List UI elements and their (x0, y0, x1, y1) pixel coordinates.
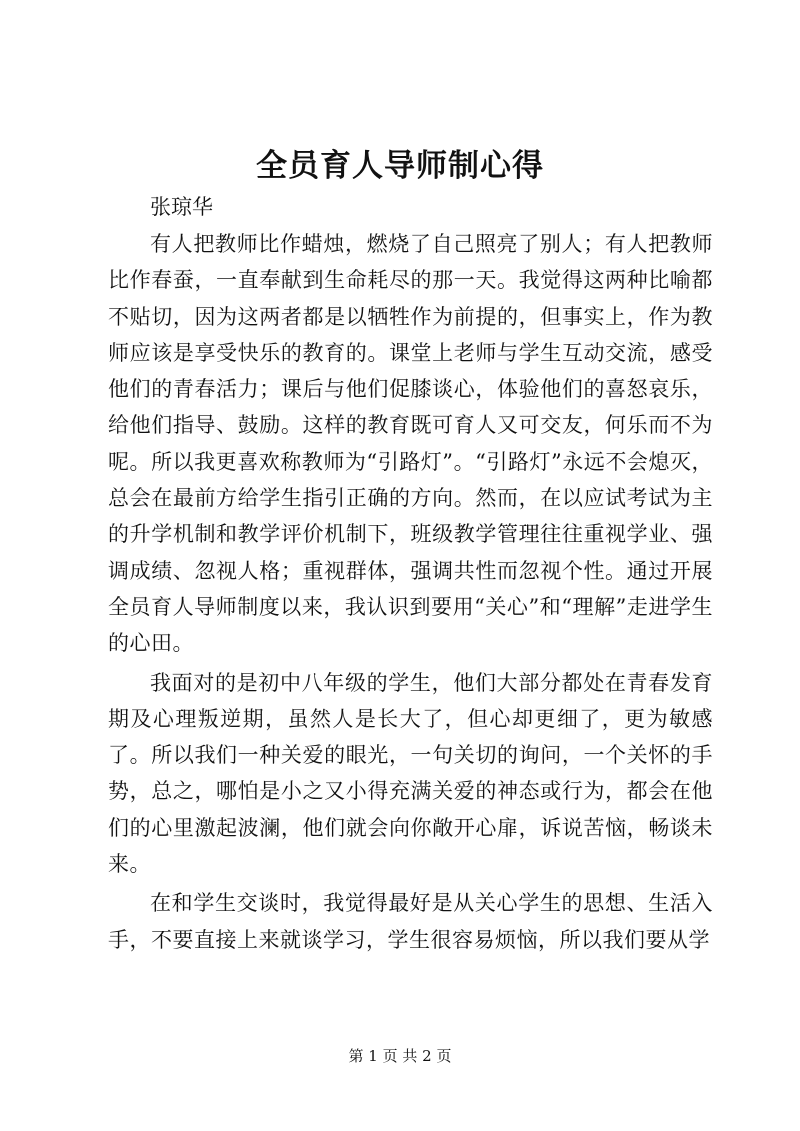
author-name: 张琼华 (150, 195, 213, 219)
paragraph-1: 有人把教师比作蜡烛，燃烧了自己照亮了别人；有人把教师比作春蚕，一直奉献到生命耗尽的那一天。我觉得这两种比喻都不贴切，因为这两者都是以牺牲作为前提的，但事实上，作为教师应该是享受快乐的教育的。课堂上老师与学生互动交流，感受他们的青春活力；课后与他们促膝谈心，体验他们的喜怒哀乐，给他们指导、鼓励。这样的教育既可育人又可交友，何乐而不为呢。所以我更喜欢称教师为“引路灯”。“引路灯”永远不会熄灭，总会在最前方给学生指引正确的方向。然而，在以应试考试为主的升学机制和教学评价机制下，班级教学管理往往重视学业、强调成绩、忽视人格；重视群体，强调共性而忽视个性。通过开展全员育人导师制度以来，我认识到要用“关心”和“理解”走进学生的心田。 (108, 232, 713, 656)
document-body (108, 188, 713, 961)
paragraph-3: 在和学生交谈时，我觉得最好是从关心学生的思想、生活入手，不要直接上来就谈学习，学生很容易烦恼，所以我们要从学 (108, 891, 713, 952)
document-title: 全员育人导师制心得 (256, 148, 544, 184)
page-footer: 第 1 页 共 2 页 (348, 1047, 452, 1065)
paragraph-2: 我面对的是初中八年级的学生，他们大部分都处在青春发育期及心理叛逆期，虽然人是长大了，但心却更细了，更为敏感了。所以我们一种关爱的眼光，一句关切的询问，一个关怀的手势，总之，哪怕是小之又小得充满关爱的神态或行为，都会在他们的心里激起波澜，他们就会向你敞开心扉，诉说苦恼，畅谈未来。 (108, 670, 713, 877)
